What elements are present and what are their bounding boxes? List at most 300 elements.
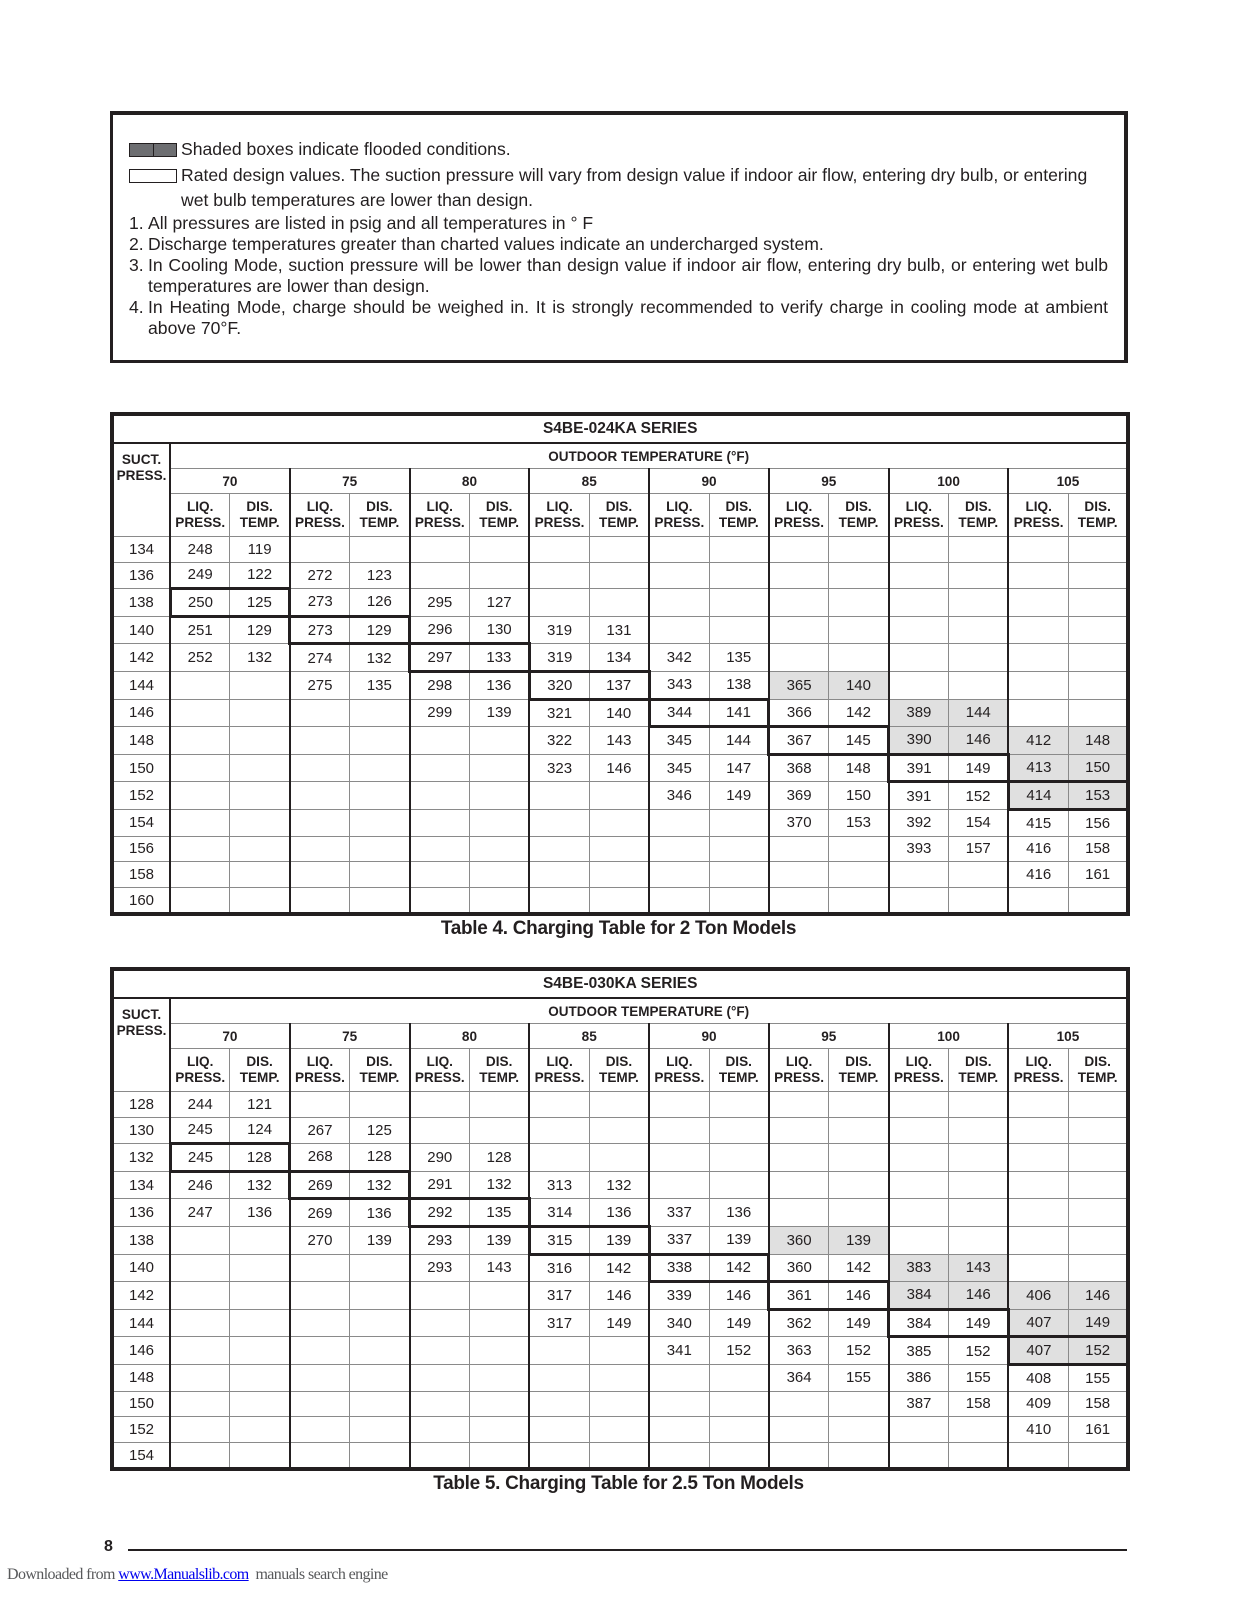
- dis-temp-cell: 152: [829, 1337, 889, 1365]
- liq-press-cell: 367: [769, 727, 829, 755]
- dis-temp-cell: [829, 1117, 889, 1144]
- outdoor-temp-70: 70: [170, 469, 290, 494]
- page-rule-divider: [128, 1549, 1127, 1551]
- liq-press-cell: [290, 809, 350, 836]
- liq-press-cell: 412: [1008, 727, 1068, 755]
- dis-temp-cell: 136: [350, 1199, 410, 1227]
- liq-press-cell: 337: [649, 1226, 709, 1254]
- dis-temp-cell: [829, 1144, 889, 1172]
- liq-press-header: [1008, 1049, 1068, 1092]
- dis-temp-cell: 132: [230, 644, 290, 672]
- dis-temp-cell: 154: [949, 809, 1009, 836]
- table-row: [112, 782, 1128, 810]
- dis-temp-cell: [230, 1226, 290, 1254]
- dis-temp-cell: [469, 1417, 529, 1443]
- liq-press-cell: 384: [889, 1309, 949, 1337]
- liq-press-cell: 274: [290, 644, 350, 672]
- note-number: 3.: [129, 255, 144, 275]
- note-item: [129, 297, 1108, 339]
- liq-press-cell: [1008, 1144, 1068, 1172]
- dis-temp-cell: [350, 1092, 410, 1118]
- suct-press-value: 134: [112, 537, 170, 563]
- liq-press-cell: 248: [170, 537, 230, 563]
- table-caption: Table 5. Charging Table for 2.5 Ton Models: [433, 1473, 804, 1494]
- liq-press-cell: 369: [769, 782, 829, 810]
- header-line: TEMP.: [718, 1070, 759, 1085]
- dis-temp-cell: 128: [469, 1144, 529, 1172]
- dis-temp-cell: [230, 1254, 290, 1282]
- dis-temp-cell: 140: [589, 699, 649, 727]
- dis-temp-cell: 146: [949, 727, 1009, 755]
- liq-press-cell: 267: [290, 1117, 350, 1144]
- outdoor-temp-85: 85: [529, 1024, 649, 1049]
- dis-temp-cell: [230, 1337, 290, 1365]
- liq-press-cell: [1008, 1117, 1068, 1144]
- dis-temp-cell: [709, 862, 769, 888]
- dis-temp-cell: [1068, 562, 1128, 589]
- liq-press-cell: 407: [1008, 1309, 1068, 1337]
- dis-temp-cell: [230, 1309, 290, 1337]
- liq-press-cell: 408: [1008, 1364, 1068, 1391]
- dis-temp-cell: [949, 1117, 1009, 1144]
- dis-temp-cell: 132: [589, 1171, 649, 1199]
- dis-temp-header: [350, 494, 410, 537]
- dis-temp-cell: [709, 809, 769, 836]
- dis-temp-cell: [589, 836, 649, 862]
- dis-temp-cell: [949, 862, 1009, 888]
- dis-temp-cell: [589, 862, 649, 888]
- suct-press-header: [112, 443, 170, 537]
- dis-temp-cell: [589, 1442, 649, 1469]
- suct-press-header: [112, 998, 170, 1092]
- dis-temp-cell: [709, 1442, 769, 1469]
- liq-press-cell: 249: [170, 562, 230, 589]
- liq-press-header: [649, 494, 709, 537]
- dis-temp-cell: [469, 537, 529, 563]
- header-line: TEMP.: [239, 515, 280, 530]
- dis-temp-header: [1068, 494, 1128, 537]
- liq-press-cell: [170, 754, 230, 782]
- liq-press-header: [1008, 494, 1068, 537]
- note-text: All pressures are listed in psig and all temperatures in ° F: [148, 213, 594, 233]
- liq-press-cell: [170, 1309, 230, 1337]
- dis-temp-cell: [350, 1442, 410, 1469]
- liq-press-cell: 389: [889, 699, 949, 727]
- outdoor-temp-80: 80: [410, 1024, 530, 1049]
- liq-press-cell: 319: [529, 616, 589, 644]
- liq-press-cell: 298: [410, 671, 470, 699]
- header-line: DIS.: [366, 1054, 393, 1069]
- outdoor-temp-70: 70: [170, 1024, 290, 1049]
- liq-press-cell: [889, 862, 949, 888]
- dis-temp-cell: 152: [1068, 1337, 1128, 1365]
- header-line: LIQ.: [666, 1054, 693, 1069]
- dis-temp-cell: 150: [829, 782, 889, 810]
- header-line: PRESS.: [893, 1070, 944, 1085]
- header-line: LIQ.: [905, 499, 933, 514]
- suct-press-value: 146: [112, 699, 170, 727]
- table-caption: Table 4. Charging Table for 2 Ton Models: [440, 918, 797, 939]
- table-row: [112, 537, 1128, 563]
- liq-press-cell: [529, 537, 589, 563]
- dis-temp-cell: 146: [1068, 1282, 1128, 1310]
- dis-temp-cell: 123: [350, 562, 410, 589]
- outdoor-temp-75: 75: [290, 469, 410, 494]
- liq-press-cell: 296: [410, 616, 470, 644]
- liq-press-cell: [529, 809, 589, 836]
- liq-press-header: [170, 494, 230, 537]
- note-item: [129, 213, 1108, 234]
- liq-press-header: [290, 1049, 350, 1092]
- dis-temp-cell: [589, 589, 649, 617]
- dis-temp-cell: [230, 862, 290, 888]
- table-row: [112, 1199, 1128, 1227]
- liq-press-cell: [769, 562, 829, 589]
- liq-press-cell: 273: [290, 589, 350, 617]
- liq-press-cell: [889, 1226, 949, 1254]
- liq-press-cell: [1008, 1226, 1068, 1254]
- table-row: [112, 727, 1128, 755]
- liq-press-header: [290, 494, 350, 537]
- liq-press-cell: [410, 862, 470, 888]
- dis-temp-cell: [469, 754, 529, 782]
- header-line: LIQ.: [186, 1054, 214, 1069]
- dis-temp-cell: 146: [589, 754, 649, 782]
- liq-press-cell: [889, 1171, 949, 1199]
- liq-press-cell: 391: [889, 782, 949, 810]
- header-line: PRESS.: [414, 1070, 465, 1085]
- table-row: [112, 1442, 1128, 1469]
- table-row: [112, 1417, 1128, 1443]
- dis-temp-cell: 127: [469, 589, 529, 617]
- liq-press-cell: [1008, 1254, 1068, 1282]
- header-line: DIS.: [1084, 1054, 1111, 1069]
- header-line: DIS.: [485, 499, 513, 514]
- dis-temp-cell: [949, 1417, 1009, 1443]
- header-line: TEMP.: [718, 515, 759, 530]
- dis-temp-cell: [829, 1171, 889, 1199]
- dis-temp-cell: 143: [949, 1254, 1009, 1282]
- dis-temp-cell: [829, 862, 889, 888]
- liq-press-cell: 383: [889, 1254, 949, 1282]
- dis-temp-cell: [829, 1199, 889, 1227]
- dis-temp-header: [1068, 1049, 1128, 1092]
- dis-temp-cell: 153: [1068, 782, 1128, 810]
- liq-press-cell: [410, 562, 470, 589]
- dis-temp-cell: [350, 699, 410, 727]
- dis-temp-cell: 153: [829, 809, 889, 836]
- liq-press-cell: [649, 1171, 709, 1199]
- liq-press-cell: 299: [410, 699, 470, 727]
- liq-press-cell: [769, 836, 829, 862]
- header-line: DIS.: [725, 1054, 752, 1069]
- header-line: LIQ.: [1025, 1054, 1052, 1069]
- liq-press-cell: 410: [1008, 1417, 1068, 1443]
- dis-temp-cell: [589, 1337, 649, 1365]
- suct-press-value: 132: [112, 1144, 170, 1172]
- liq-press-cell: [410, 754, 470, 782]
- header-line: LIQ.: [785, 499, 813, 514]
- liq-press-cell: [649, 1092, 709, 1118]
- liq-press-cell: [1008, 1092, 1068, 1118]
- liq-press-cell: [170, 1364, 230, 1391]
- dis-temp-cell: [1068, 887, 1128, 914]
- dis-temp-cell: [350, 1254, 410, 1282]
- dis-temp-cell: 146: [589, 1282, 649, 1310]
- liq-press-cell: 416: [1008, 862, 1068, 888]
- dis-temp-cell: [230, 1391, 290, 1417]
- liq-press-cell: [769, 1417, 829, 1443]
- dis-temp-cell: 132: [469, 1171, 529, 1199]
- rated-swatch-icon: [129, 169, 177, 183]
- dis-temp-header: [949, 1049, 1009, 1092]
- dis-temp-cell: [230, 809, 290, 836]
- suct-press-value: 150: [112, 1391, 170, 1417]
- header-line: PRESS.: [1013, 515, 1064, 530]
- dis-temp-cell: [589, 1417, 649, 1443]
- liq-press-cell: [529, 1391, 589, 1417]
- notes-box: [110, 111, 1128, 363]
- liq-press-cell: [529, 1417, 589, 1443]
- dis-temp-cell: [469, 727, 529, 755]
- liq-press-cell: [170, 887, 230, 914]
- dis-temp-cell: 137: [589, 671, 649, 699]
- dis-temp-header: [709, 1049, 769, 1092]
- liq-press-cell: [410, 537, 470, 563]
- liq-press-cell: [649, 616, 709, 644]
- series-row: [112, 414, 1128, 443]
- liq-press-cell: [889, 1117, 949, 1144]
- header-line: TEMP.: [1077, 1070, 1118, 1085]
- dis-temp-cell: [230, 727, 290, 755]
- dis-temp-cell: [350, 1417, 410, 1443]
- dis-temp-header: [589, 494, 649, 537]
- dis-temp-cell: 139: [469, 1226, 529, 1254]
- liq-press-cell: 342: [649, 644, 709, 672]
- dis-temp-cell: [589, 1117, 649, 1144]
- header-line: DIS.: [1084, 499, 1111, 514]
- page-number: 8: [104, 1538, 113, 1555]
- header-line: TEMP.: [359, 1070, 400, 1085]
- dis-temp-cell: [230, 836, 290, 862]
- dis-temp-cell: 149: [829, 1309, 889, 1337]
- dis-temp-cell: [589, 1144, 649, 1172]
- dis-temp-cell: 139: [709, 1226, 769, 1254]
- dis-temp-cell: [230, 782, 290, 810]
- dis-temp-cell: 146: [709, 1282, 769, 1310]
- liq-press-cell: 246: [170, 1171, 230, 1199]
- outdoor-temp-85: 85: [529, 469, 649, 494]
- suct-press-value: 154: [112, 1442, 170, 1469]
- liq-press-cell: [170, 809, 230, 836]
- liq-press-cell: 297: [410, 644, 470, 672]
- header-line: DIS.: [485, 1054, 513, 1069]
- header-line: DIS.: [246, 1054, 273, 1069]
- liq-press-cell: 365: [769, 671, 829, 699]
- dis-temp-cell: [829, 836, 889, 862]
- dis-temp-cell: 136: [589, 1199, 649, 1227]
- dis-temp-cell: [949, 562, 1009, 589]
- liq-press-cell: 362: [769, 1309, 829, 1337]
- dis-temp-cell: [350, 537, 410, 563]
- suct-press-value: 142: [112, 1282, 170, 1310]
- outdoor-temp-95: 95: [769, 469, 889, 494]
- header-line: LIQ.: [905, 1054, 933, 1069]
- liq-press-cell: [170, 1337, 230, 1365]
- liq-press-header: [529, 1049, 589, 1092]
- liq-press-cell: 320: [529, 671, 589, 699]
- liq-press-cell: [769, 1117, 829, 1144]
- liq-press-cell: 293: [410, 1254, 470, 1282]
- liq-press-cell: 414: [1008, 782, 1068, 810]
- dis-temp-header: [350, 1049, 410, 1092]
- dis-temp-header: [230, 494, 290, 537]
- header-line: PRESS.: [1013, 1070, 1064, 1085]
- liq-press-cell: 415: [1008, 809, 1068, 836]
- dis-temp-cell: 148: [1068, 727, 1128, 755]
- dis-temp-cell: 148: [829, 754, 889, 782]
- liq-press-cell: [769, 1199, 829, 1227]
- dis-temp-cell: 132: [350, 644, 410, 672]
- liq-press-cell: 293: [410, 1226, 470, 1254]
- header-line: PRESS.: [654, 515, 705, 530]
- liq-press-cell: [889, 616, 949, 644]
- liq-press-cell: [769, 1171, 829, 1199]
- dis-temp-cell: [829, 887, 889, 914]
- dis-temp-cell: 146: [949, 1282, 1009, 1310]
- liq-press-cell: [649, 836, 709, 862]
- liq-press-cell: [290, 1442, 350, 1469]
- dis-temp-cell: [949, 1226, 1009, 1254]
- liq-press-cell: [529, 1337, 589, 1365]
- dis-temp-cell: [589, 562, 649, 589]
- liq-press-cell: 292: [410, 1199, 470, 1227]
- liq-press-cell: 364: [769, 1364, 829, 1391]
- liq-press-cell: 338: [649, 1254, 709, 1282]
- liq-press-cell: [1008, 537, 1068, 563]
- header-line: LIQ.: [186, 499, 214, 514]
- subheader-row: [112, 1049, 1128, 1092]
- dis-temp-cell: [469, 887, 529, 914]
- suct-press-value: 146: [112, 1337, 170, 1365]
- liq-press-cell: [769, 1391, 829, 1417]
- dis-temp-cell: [1068, 1226, 1128, 1254]
- dis-temp-cell: [1068, 1442, 1128, 1469]
- liq-press-cell: [170, 1442, 230, 1469]
- dis-temp-cell: 152: [709, 1337, 769, 1365]
- liq-press-cell: 316: [529, 1254, 589, 1282]
- liq-press-cell: [170, 1282, 230, 1310]
- liq-press-cell: [889, 562, 949, 589]
- liq-press-cell: [290, 887, 350, 914]
- liq-press-cell: 407: [1008, 1337, 1068, 1365]
- liq-press-cell: [170, 1254, 230, 1282]
- liq-press-cell: [410, 1117, 470, 1144]
- dis-temp-cell: [350, 1391, 410, 1417]
- dis-temp-cell: [1068, 1171, 1128, 1199]
- dis-temp-cell: [350, 727, 410, 755]
- liq-press-cell: 269: [290, 1199, 350, 1227]
- header-line: LIQ.: [785, 1054, 813, 1069]
- liq-press-cell: [889, 1144, 949, 1172]
- manualslib-link[interactable]: www.Manualslib.com: [118, 1566, 249, 1583]
- dis-temp-cell: 133: [469, 644, 529, 672]
- liq-press-cell: [290, 1309, 350, 1337]
- note-text: Discharge temperatures greater than charted values indicate an undercharged system.: [148, 234, 824, 254]
- suct-header-line: PRESS.: [116, 1023, 167, 1038]
- footer-prefix: Downloaded from: [7, 1566, 119, 1583]
- dis-temp-header: [949, 494, 1009, 537]
- liq-press-cell: 409: [1008, 1391, 1068, 1417]
- header-line: TEMP.: [599, 515, 639, 530]
- dis-temp-cell: 139: [350, 1226, 410, 1254]
- series-row: [112, 969, 1128, 998]
- liq-press-cell: [649, 809, 709, 836]
- liq-press-cell: [1008, 699, 1068, 727]
- dis-temp-cell: 134: [589, 644, 649, 672]
- header-line: PRESS.: [175, 515, 226, 530]
- suct-press-value: 128: [112, 1092, 170, 1118]
- dis-temp-cell: 149: [589, 1309, 649, 1337]
- liq-press-cell: 340: [649, 1309, 709, 1337]
- dis-temp-cell: 135: [469, 1199, 529, 1227]
- liq-press-cell: [410, 836, 470, 862]
- suct-press-value: 150: [112, 754, 170, 782]
- header-line: DIS.: [246, 499, 273, 514]
- liq-press-cell: [529, 562, 589, 589]
- liq-press-cell: 317: [529, 1282, 589, 1310]
- outdoor-row: [112, 443, 1128, 469]
- liq-press-cell: 245: [170, 1144, 230, 1172]
- liq-press-cell: [170, 1417, 230, 1443]
- liq-press-cell: 385: [889, 1337, 949, 1365]
- liq-press-cell: [529, 1117, 589, 1144]
- dis-temp-cell: [469, 1391, 529, 1417]
- outdoor-temp-80: 80: [410, 469, 530, 494]
- dis-temp-cell: 158: [1068, 836, 1128, 862]
- header-line: PRESS.: [893, 515, 944, 530]
- dis-temp-cell: 155: [1068, 1364, 1128, 1391]
- liq-press-cell: [410, 1391, 470, 1417]
- outdoor-temp-95: 95: [769, 1024, 889, 1049]
- liq-press-cell: [529, 1092, 589, 1118]
- suct-header-line: SUCT.: [121, 452, 162, 467]
- dis-temp-cell: [230, 1442, 290, 1469]
- dis-temp-cell: 142: [829, 1254, 889, 1282]
- suct-press-value: 158: [112, 862, 170, 888]
- dis-temp-cell: [469, 1092, 529, 1118]
- table-row: [112, 1092, 1128, 1118]
- header-line: DIS.: [965, 499, 992, 514]
- outdoor-row: [112, 998, 1128, 1024]
- table-row: [112, 1144, 1128, 1172]
- liq-press-cell: 290: [410, 1144, 470, 1172]
- suct-press-value: 152: [112, 1417, 170, 1443]
- header-line: DIS.: [845, 1054, 872, 1069]
- suct-press-value: 136: [112, 1199, 170, 1227]
- header-line: LIQ.: [1025, 499, 1052, 514]
- liq-press-cell: 384: [889, 1282, 949, 1310]
- suct-press-value: 140: [112, 1254, 170, 1282]
- dis-temp-cell: 132: [350, 1171, 410, 1199]
- liq-press-cell: [889, 644, 949, 672]
- dis-temp-cell: [709, 1391, 769, 1417]
- liq-press-cell: [1008, 644, 1068, 672]
- header-line: LIQ.: [666, 499, 693, 514]
- liq-press-cell: 360: [769, 1254, 829, 1282]
- dis-temp-cell: [829, 616, 889, 644]
- dis-temp-cell: 130: [469, 616, 529, 644]
